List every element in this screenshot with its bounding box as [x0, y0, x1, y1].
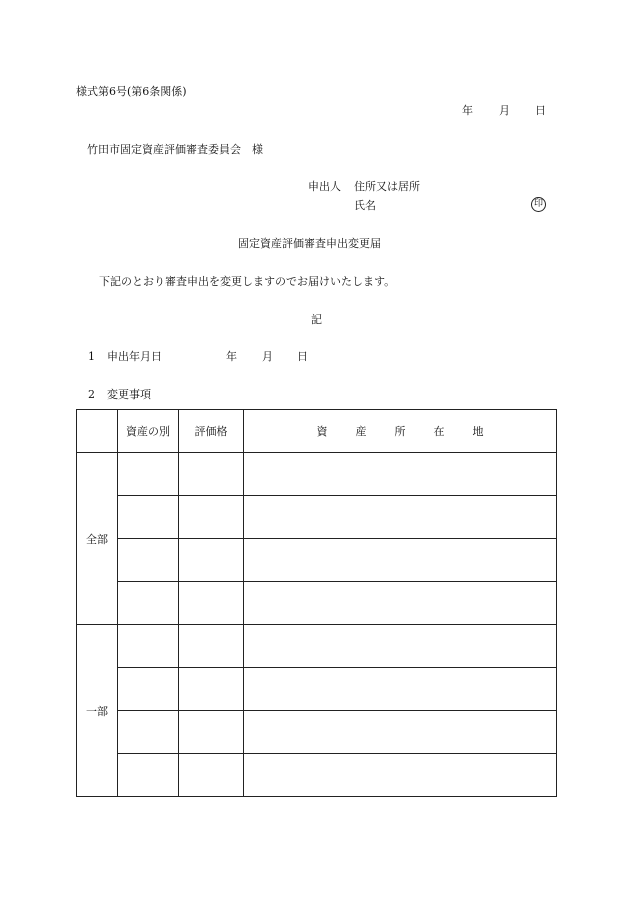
header-empty-cell — [77, 410, 118, 453]
form-number: 様式第6号(第6条関係) — [76, 85, 187, 98]
header-location-char: 資 — [316, 425, 328, 438]
valuation-cell[interactable] — [179, 754, 244, 797]
asset-type-cell[interactable] — [118, 582, 179, 625]
valuation-cell[interactable] — [179, 668, 244, 711]
table-row — [77, 711, 557, 754]
document-title: 固定資産評価審査申出変更届 — [238, 237, 381, 250]
date-day: 日 — [535, 104, 546, 117]
location-cell[interactable] — [244, 496, 557, 539]
item1-day: 日 — [297, 350, 308, 363]
table-row — [77, 582, 557, 625]
asset-type-cell[interactable] — [118, 668, 179, 711]
item2-label: 変更事項 — [107, 388, 151, 401]
location-cell[interactable] — [244, 582, 557, 625]
valuation-cell[interactable] — [179, 453, 244, 496]
header-location-char: 在 — [433, 425, 445, 438]
asset-type-cell[interactable] — [118, 539, 179, 582]
header-location-char: 所 — [394, 425, 406, 438]
table-row — [77, 625, 557, 668]
location-cell[interactable] — [244, 625, 557, 668]
group-all-label: 全部 — [77, 453, 118, 625]
item1-month: 月 — [262, 350, 273, 363]
location-cell[interactable] — [244, 754, 557, 797]
body-text: 下記のとおり審査申出を変更しますのでお届けいたします。 — [99, 275, 396, 288]
date-month: 月 — [499, 104, 510, 117]
table-row — [77, 453, 557, 496]
table-row — [77, 496, 557, 539]
valuation-cell[interactable] — [179, 496, 244, 539]
location-cell[interactable] — [244, 539, 557, 582]
header-valuation: 評価格 — [179, 410, 244, 453]
item1-number: 1 — [88, 350, 95, 363]
table-row — [77, 754, 557, 797]
change-table — [76, 409, 557, 797]
item1-year: 年 — [226, 350, 237, 363]
applicant-label: 申出人 — [308, 180, 341, 193]
seal-icon: 印 — [531, 197, 546, 212]
location-cell[interactable] — [244, 453, 557, 496]
location-cell[interactable] — [244, 711, 557, 754]
table-header-row — [77, 410, 557, 453]
valuation-cell[interactable] — [179, 539, 244, 582]
valuation-cell[interactable] — [179, 625, 244, 668]
group-part-label: 一部 — [77, 625, 118, 797]
header-location-char: 地 — [472, 425, 484, 438]
asset-type-cell[interactable] — [118, 625, 179, 668]
asset-type-cell[interactable] — [118, 496, 179, 539]
header-asset-type: 資産の別 — [118, 410, 179, 453]
item2-number: 2 — [88, 388, 95, 401]
asset-type-cell[interactable] — [118, 711, 179, 754]
table-row — [77, 539, 557, 582]
valuation-cell[interactable] — [179, 582, 244, 625]
header-location — [244, 410, 557, 453]
addressee: 竹田市固定資産評価審査委員会 様 — [87, 143, 263, 156]
name-label: 氏名 — [354, 199, 376, 212]
asset-type-cell[interactable] — [118, 453, 179, 496]
header-location-char: 産 — [355, 425, 367, 438]
address-label: 住所又は居所 — [354, 180, 420, 193]
valuation-cell[interactable] — [179, 711, 244, 754]
item1-label: 申出年月日 — [107, 350, 162, 363]
date-year: 年 — [462, 104, 473, 117]
asset-type-cell[interactable] — [118, 754, 179, 797]
ki-label: 記 — [311, 313, 322, 326]
location-cell[interactable] — [244, 668, 557, 711]
table-row — [77, 668, 557, 711]
